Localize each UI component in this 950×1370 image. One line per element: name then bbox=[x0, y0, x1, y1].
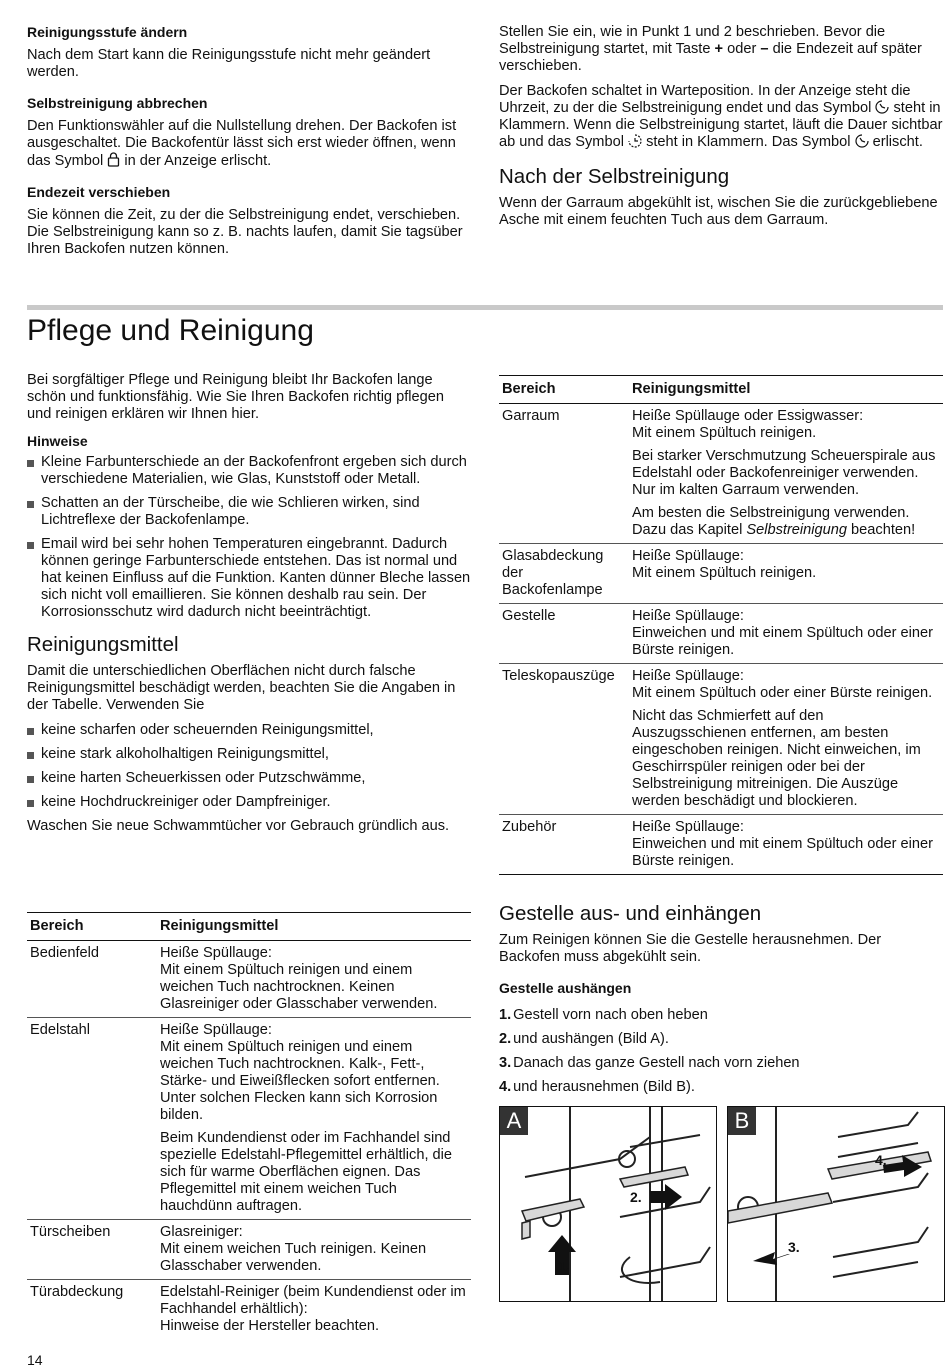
duration-icon bbox=[628, 134, 642, 148]
cleaning-table-right bbox=[499, 375, 943, 875]
self-clean-icon bbox=[855, 134, 869, 148]
table-row bbox=[499, 544, 943, 604]
plus-key-icon: + bbox=[714, 41, 724, 57]
gestelle-steps bbox=[499, 1007, 943, 1096]
table-cell-method: Heiße Spüllauge oder Essigwasser: Mit einem Spültuch reinigen. Bei starker Verschmutzung Scheuerspirale aus Edelstahl oder Backofenreiniger verwenden. Nur im kalten Garraum verwenden. Am besten die Selbstreinigung verwenden. Dazu das Kapitel Selbstreinigung beachten! bbox=[629, 404, 943, 544]
table-row bbox=[27, 1018, 471, 1220]
table-header-reinigungsmittel: Reinigungsmittel bbox=[629, 376, 943, 404]
heading-nach-selbstreinigung: Nach der Selbstreinigung bbox=[499, 165, 730, 188]
heading-gestelle-aushaengen: Gestelle aushängen bbox=[499, 980, 632, 996]
table-cell-area: Teleskopauszüge bbox=[499, 664, 629, 815]
table-row bbox=[27, 941, 471, 1018]
arrow-left-icon bbox=[753, 1252, 790, 1265]
step-label: 2. bbox=[630, 1189, 642, 1205]
cleaning-table-left bbox=[27, 912, 471, 1339]
table-cell-area: Türscheiben bbox=[27, 1220, 157, 1280]
figure-a bbox=[499, 1106, 717, 1302]
table-header-bereich: Bereich bbox=[27, 913, 157, 941]
list-item: keine Hochdruckreiniger oder Dampfreiniger. bbox=[27, 794, 471, 811]
step-label: 4. bbox=[875, 1152, 887, 1168]
rack-unhook-illustration bbox=[500, 1107, 716, 1301]
list-item: 3. Danach das ganze Gestell nach vorn ziehen bbox=[499, 1055, 800, 1071]
list-item: keine harten Scheuerkissen oder Putzschwämme, bbox=[27, 770, 471, 787]
list-item: Kleine Farbunterschiede an der Backofenfront ergeben sich durch verschiedene Materialien, wie Glas, Kunststoff oder Metall. bbox=[27, 454, 471, 488]
list-item: Email wird bei sehr hohen Temperaturen eingebrannt. Dadurch können geringe Farbunterschiede entstehen. Das ist normal und hat keinen Einfluss auf die Funktion. Kanten dünner Bleche lassen sich nicht voll emaillieren. Sie können deshalb rau sein. Der Korrosionsschutz wird dadurch nicht beeinträchtigt. bbox=[27, 536, 471, 621]
reinigungsmittel-intro: Damit die unterschiedlichen Oberflächen nicht durch falsche Reinigungsmittel beschädigt werden, beachten Sie die Angaben in der Tabelle. Verwenden Sie bbox=[27, 663, 456, 713]
section-divider bbox=[27, 305, 943, 310]
table-header-reinigungsmittel: Reinigungsmittel bbox=[157, 913, 471, 941]
page-title: Pflege und Reinigung bbox=[27, 314, 314, 347]
table-cell-area: Edelstahl bbox=[27, 1018, 157, 1220]
table-row bbox=[499, 604, 943, 664]
table-cell-method: Glasreiniger: Mit einem weichen Tuch reinigen. Keinen Glasschaber verwenden. bbox=[157, 1220, 471, 1280]
list-item: keine stark alkoholhaltigen Reinigungsmittel, bbox=[27, 746, 471, 763]
intro-text: Bei sorgfältiger Pflege und Reinigung bleibt Ihr Backofen lange schön und funktionsfähig. Wie Sie Ihren Backofen richtig pflegen und reinigen erklären wir Ihnen hier. bbox=[27, 372, 444, 422]
table-cell-method: Heiße Spüllauge: Einweichen und mit einem Spültuch oder einer Bürste reinigen. bbox=[629, 815, 943, 875]
minus-key-icon: – bbox=[760, 41, 769, 57]
self-clean-icon bbox=[875, 100, 889, 114]
heading-endezeit: Endezeit verschieben bbox=[27, 184, 171, 200]
heading-abbrechen: Selbstreinigung abbrechen bbox=[27, 95, 208, 111]
top-left-column bbox=[27, 24, 473, 258]
text-nach-selbstreinigung: Wenn der Garraum abgekühlt ist, wischen Sie die zurückgebliebene Asche mit einem feuchten Tuch aus dem Garraum. bbox=[499, 195, 938, 228]
text-warteposition: Der Backofen schaltet in Warteposition. In der Anzeige steht die Uhrzeit, zu der die Selbstreinigung endet und das Symbol steht in Klammern. Wenn die Selbstreinigung startet, läuft die Dauer sichtbar ab und das Symbol steht in Klammern. Das Symbol erlischt. bbox=[499, 83, 943, 150]
table-row bbox=[499, 815, 943, 875]
table-cell-method: Heiße Spüllauge: Mit einem Spültuch oder einer Bürste reinigen. Nicht das Schmierfett auf den Auszugsschienen entfernen, am besten eingeschoben reinigen. Nicht einweichen, im Geschirrspüler reinigen oder bei der Selbstreinigung mitreinigen. Die Auszüge werden beschädigt und blockieren. bbox=[629, 664, 943, 815]
table-cell-method: Heiße Spüllauge: Mit einem Spültuch reinigen und einem weichen Tuch nachtrocknen. Keinen Glasreiniger oder Glasschaber verwenden. bbox=[157, 941, 471, 1018]
table-row bbox=[27, 1220, 471, 1280]
reinigungsmittel-outro: Waschen Sie neue Schwammtücher vor Gebrauch gründlich aus. bbox=[27, 818, 450, 834]
list-item: 1. Gestell vorn nach oben heben bbox=[499, 1007, 708, 1023]
figure-b bbox=[727, 1106, 945, 1302]
page-number: 14 bbox=[27, 1352, 43, 1368]
table-header-bereich: Bereich bbox=[499, 376, 629, 404]
figure-label: B bbox=[728, 1107, 756, 1135]
text-abbrechen: Den Funktionswähler auf die Nullstellung drehen. Der Backofen ist ausgeschaltet. Die Backofentür lässt sich erst wieder öffnen, wenn das Symbol in der Anzeige erlischt. bbox=[27, 118, 457, 169]
list-item: Schatten an der Türscheibe, die wie Schlieren wirken, sind Lichtreflexe der Backofenlampe. bbox=[27, 495, 471, 529]
step-label: 1. bbox=[558, 1258, 570, 1274]
table-cell-area: Türabdeckung bbox=[30, 1284, 124, 1300]
list-item: keine scharfen oder scheuernden Reinigungsmittel, bbox=[27, 722, 471, 739]
table-cell-area: Gestelle bbox=[499, 604, 629, 664]
table-cell-method: Heiße Spüllauge: Mit einem Spültuch reinigen und einem weichen Tuch nachtrocknen. Kalk-, Fett-, Stärke- und Eiweißflecken sofort entfernen. Unter solchen Flecken kann sich Korrosion bilden. Beim Kundendienst oder im Fachhandel sind spezielle Edelstahl-Pflegemittel erhältlich, die sich für warme Oberflächen eignen. Das Pflegemittel mit einem weichen Tuch hauchdünn auftragen. bbox=[157, 1018, 471, 1220]
table-cell-method: Edelstahl-Reiniger (beim Kundendienst oder im Fachhandel erhältlich): Hinweise der Hersteller beachten. bbox=[160, 1284, 466, 1334]
reinigungsmittel-list bbox=[27, 722, 471, 811]
text-reinigungsstufe: Nach dem Start kann die Reinigungsstufe nicht mehr geändert werden. bbox=[27, 47, 431, 80]
heading-hinweise: Hinweise bbox=[27, 433, 88, 449]
rack-remove-illustration bbox=[728, 1107, 944, 1301]
heading-gestelle: Gestelle aus- und einhängen bbox=[499, 902, 762, 925]
step-label: 3. bbox=[788, 1239, 800, 1255]
figure-label: A bbox=[500, 1107, 528, 1135]
list-item: 4. und herausnehmen (Bild B). bbox=[499, 1079, 695, 1095]
table-row bbox=[499, 404, 943, 544]
table-row bbox=[499, 664, 943, 815]
hinweise-list bbox=[27, 454, 471, 621]
table-cell-area: Glasabdeckung der Backofenlampe bbox=[499, 544, 629, 604]
main-left-column bbox=[27, 372, 471, 835]
table-row bbox=[27, 1280, 471, 1340]
gestelle-section bbox=[499, 902, 943, 1103]
heading-reinigungsstufe: Reinigungsstufe ändern bbox=[27, 24, 188, 40]
table-cell-method: Heiße Spüllauge: Einweichen und mit einem Spültuch oder einer Bürste reinigen. bbox=[629, 604, 943, 664]
gestelle-intro: Zum Reinigen können Sie die Gestelle herausnehmen. Der Backofen muss abgekühlt sein. bbox=[499, 932, 882, 965]
table-cell-area: Bedienfeld bbox=[27, 941, 157, 1018]
table-cell-area: Zubehör bbox=[499, 815, 629, 875]
text-endezeit-einstellen: Stellen Sie ein, wie in Punkt 1 und 2 beschrieben. Bevor die Selbstreinigung startet, mit Taste + oder – die Endezeit auf später verschieben. bbox=[499, 24, 922, 74]
heading-reinigungsmittel: Reinigungsmittel bbox=[27, 633, 179, 656]
text-endezeit: Sie können die Zeit, zu der die Selbstreinigung endet, verschieben. Die Selbstreinigung kann so z. B. nachts laufen, damit Sie tagsüber Ihren Backofen nutzen können. bbox=[27, 207, 463, 257]
top-right-column bbox=[499, 24, 943, 229]
table-cell-method: Heiße Spüllauge: Mit einem Spültuch reinigen. bbox=[629, 544, 943, 604]
lock-icon bbox=[107, 152, 120, 167]
list-item: 2. und aushängen (Bild A). bbox=[499, 1031, 669, 1047]
table-cell-area: Garraum bbox=[499, 404, 629, 544]
